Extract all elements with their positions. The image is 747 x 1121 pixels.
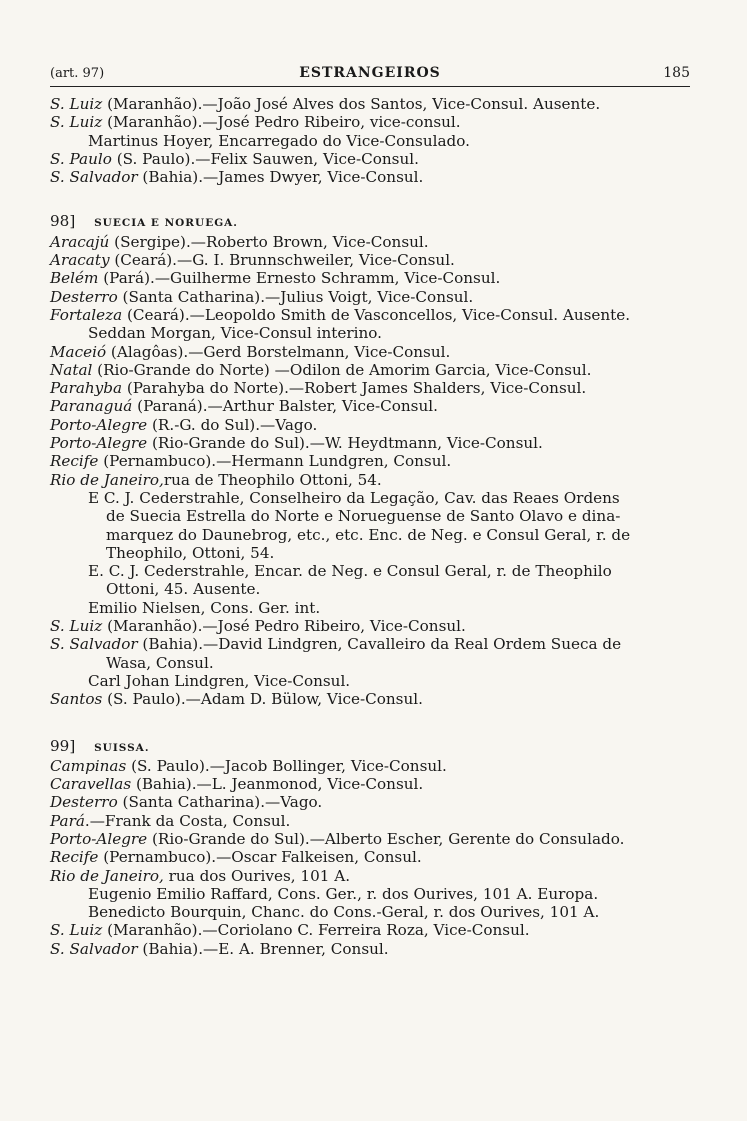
consulate-entry xyxy=(50,921,690,939)
entry-details: (Bahia).—L. Jeanmonod, Vice-Consul. xyxy=(131,775,424,794)
city-name: Recife xyxy=(50,848,99,867)
entries-suissa xyxy=(50,757,690,958)
entry-details: (Ceará).—G. I. Brunnschweiler, Vice-Consul. xyxy=(109,251,455,270)
consulate-entry xyxy=(50,269,690,287)
city-name: S. Luiz xyxy=(50,617,103,636)
consulate-entry xyxy=(50,812,690,830)
entry-details: (Maranhão).—José Pedro Ribeiro, Vice-Consul. xyxy=(102,617,466,636)
city-name: S. Luiz xyxy=(50,921,103,940)
page-header xyxy=(50,62,690,87)
city-name: Aracajú xyxy=(50,232,110,251)
entry-continuation: marquez do Daunebrog, etc., etc. Enc. de Neg. e Consul Geral, r. de xyxy=(106,525,631,544)
entry-details: (Rio-Grande do Norte) —Odilon de Amorim Garcia, Vice-Consul. xyxy=(92,360,592,379)
city-name: Rio de Janeiro, xyxy=(50,866,164,885)
city-name: S. Salvador xyxy=(50,168,138,187)
consulate-entry xyxy=(50,150,690,168)
consulate-entry xyxy=(50,830,690,848)
consulate-entry xyxy=(50,168,690,186)
city-name: Recife xyxy=(50,452,99,471)
entry-details: (Sergipe).—Roberto Brown, Vice-Consul. xyxy=(109,232,429,251)
entry-details: (Rio-Grande do Sul).—Alberto Escher, Gerente do Consulado. xyxy=(147,829,625,848)
city-name: Fortaleza xyxy=(50,305,123,324)
entry-details: (S. Paulo).—Adam D. Bülow, Vice-Consul. xyxy=(102,690,423,709)
section-heading-98 xyxy=(50,212,690,232)
entry-details: (Santa Catharina).—Vago. xyxy=(117,793,323,812)
entry-details: (Bahia).—E. A. Brenner, Consul. xyxy=(137,939,389,958)
consulate-entry xyxy=(50,379,690,397)
entry-subline: E. C. J. Cederstrahle, Encar. de Neg. e Consul Geral, r. de Theophilo xyxy=(88,562,612,581)
entry-details: (S. Paulo).—Felix Sauwen, Vice-Consul. xyxy=(111,149,419,168)
section-heading-99 xyxy=(50,737,690,757)
entry-details: (Santa Catharina).—Julius Voigt, Vice-Consul. xyxy=(117,287,474,306)
consulate-entry xyxy=(50,434,690,452)
entry-subline: E C. J. Cederstrahle, Conselheiro da Legação, Cav. das Reaes Ordens xyxy=(88,488,620,507)
consulate-entry xyxy=(50,361,690,379)
entry-details: (Bahia).—David Lindgren, Cavalleiro da Real Ordem Sueca de xyxy=(137,635,622,654)
city-name: Caravellas xyxy=(50,775,132,794)
consulate-entry xyxy=(50,757,690,775)
city-name: S. Luiz xyxy=(50,95,103,113)
consulate-entry xyxy=(50,251,690,269)
entry-subline: Benedicto Bourquin, Chanc. do Cons.-Geral, r. dos Ourives, 101 A. xyxy=(88,903,600,922)
entry-subline: Emilio Nielsen, Cons. Ger. int. xyxy=(88,598,321,617)
city-name: Desterro xyxy=(50,793,118,812)
entry-details: (Paraná).—Arthur Balster, Vice-Consul. xyxy=(132,397,438,416)
entry-subline: Martinus Hoyer, Encarregado do Vice-Consulado. xyxy=(88,131,470,150)
consulate-entry xyxy=(50,452,690,470)
entry-details: (Ceará).—Leopoldo Smith de Vasconcellos, Vice-Consul. Ausente. xyxy=(122,305,631,324)
entry-details: (Maranhão).—João José Alves dos Santos, Vice-Consul. Ausente. xyxy=(102,95,601,113)
city-name: Maceió xyxy=(50,342,107,361)
consulate-entry xyxy=(50,635,690,653)
entry-details: (S. Paulo).—Jacob Bollinger, Vice-Consul. xyxy=(126,756,447,775)
city-name: Belém xyxy=(50,269,99,288)
consulate-entry xyxy=(50,940,690,958)
document-page xyxy=(50,62,690,958)
entry-details: (Maranhão).—José Pedro Ribeiro, vice-consul. xyxy=(102,113,461,132)
entry-subline: Seddan Morgan, Vice-Consul interino. xyxy=(88,324,382,343)
entry-details: .—Frank da Costa, Consul. xyxy=(84,811,291,830)
entry-subline: Carl Johan Lindgren, Vice-Consul. xyxy=(88,671,351,690)
entry-continuation: Theophilo, Ottoni, 54. xyxy=(106,543,275,562)
section-name: SUECIA E NORUEGA. xyxy=(94,217,238,230)
consulate-entry xyxy=(50,471,690,489)
entry-details: rua dos Ourives, 101 A. xyxy=(163,866,351,885)
entry-subline: Eugenio Emilio Raffard, Cons. Ger., r. dos Ourives, 101 A. Europa. xyxy=(88,884,599,903)
entry-details: (R.-G. do Sul).—Vago. xyxy=(147,415,318,434)
entry-details: (Parahyba do Norte).—Robert James Shalders, Vice-Consul. xyxy=(122,379,587,398)
city-name: S. Luiz xyxy=(50,113,103,132)
city-name: Campinas xyxy=(50,756,127,775)
entry-details: (Pernambuco).—Hermann Lundgren, Consul. xyxy=(98,452,452,471)
consulate-entry xyxy=(50,288,690,306)
entry-continuation: Wasa, Consul. xyxy=(106,653,214,672)
entry-details: (Pará).—Guilherme Ernesto Schramm, Vice-Consul. xyxy=(98,269,501,288)
city-name: Desterro xyxy=(50,287,118,306)
consulate-entry xyxy=(50,343,690,361)
city-name: Aracaty xyxy=(50,251,110,270)
consulate-entry xyxy=(50,848,690,866)
city-name: Porto-Alegre xyxy=(50,829,148,848)
consulate-entry xyxy=(50,233,690,251)
section-number: 98] xyxy=(50,212,76,231)
entry-details: (Pernambuco).—Oscar Falkeisen, Consul. xyxy=(98,848,422,867)
consulate-entry xyxy=(50,867,690,885)
city-name: Rio de Janeiro, xyxy=(50,470,164,489)
city-name: Pará xyxy=(50,811,85,830)
consulate-entry xyxy=(50,793,690,811)
city-name: Parahyba xyxy=(50,379,123,398)
consulate-entry xyxy=(50,775,690,793)
entry-details: (Alagôas).—Gerd Borstelmann, Vice-Consul. xyxy=(106,342,451,361)
consulate-entry xyxy=(50,306,690,324)
entry-details: (Maranhão).—Coriolano C. Ferreira Roza, Vice-Consul. xyxy=(102,921,530,940)
entry-details: rua de Theophilo Ottoni, 54. xyxy=(163,470,382,489)
entries-suecia-noruega xyxy=(50,233,690,709)
entries-continued xyxy=(50,95,690,186)
entry-details: (Rio-Grande do Sul).—W. Heydtmann, Vice-Consul. xyxy=(147,434,543,453)
consulate-entry xyxy=(50,617,690,635)
consulate-entry xyxy=(50,690,690,708)
page-title: ESTRANGEIROS xyxy=(299,65,441,81)
article-ref: (art. 97) xyxy=(50,66,105,81)
city-name: S. Salvador xyxy=(50,939,138,958)
city-name: S. Salvador xyxy=(50,635,138,654)
section-name: SUISSA. xyxy=(94,741,150,754)
consulate-entry xyxy=(50,113,690,131)
consulate-entry xyxy=(50,95,690,113)
consulate-entry xyxy=(50,416,690,434)
city-name: Natal xyxy=(50,360,93,379)
entry-details: (Bahia).—James Dwyer, Vice-Consul. xyxy=(137,168,424,187)
city-name: Santos xyxy=(50,690,103,709)
city-name: S. Paulo xyxy=(50,149,112,168)
section-number: 99] xyxy=(50,736,76,755)
entry-continuation: Ottoni, 45. Ausente. xyxy=(106,580,261,599)
city-name: Porto-Alegre xyxy=(50,415,148,434)
consulate-entry xyxy=(50,397,690,415)
entry-continuation: de Suecia Estrella do Norte e Norueguense de Santo Olavo e dina- xyxy=(106,507,621,526)
city-name: Porto-Alegre xyxy=(50,434,148,453)
city-name: Paranaguá xyxy=(50,397,133,416)
page-number: 185 xyxy=(663,65,690,81)
